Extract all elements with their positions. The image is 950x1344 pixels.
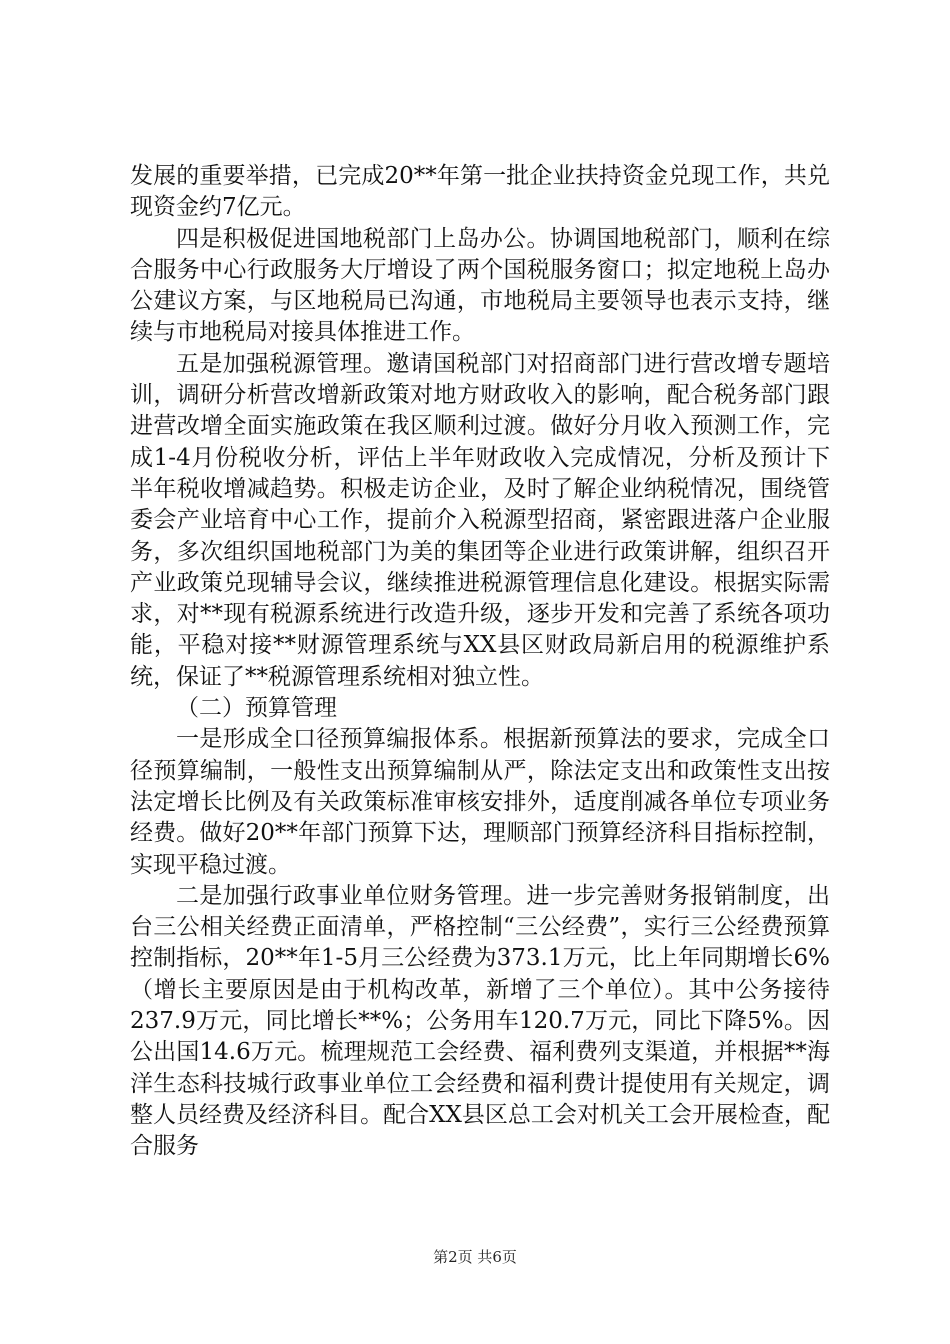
- paragraph-3: 五是加强税源管理。邀请国税部门对招商部门进行营改增专题培训，调研分析营改增新政策对地方财政收入的影响，配合税务部门跟进营改增全面实施政策在我区顺利过渡。做好分月收入预测工作，完成1-4月份税收分析，评估上半年财政收入完成情况，分析及预计下半年税收增减趋势。积极走访企业，及时了解企业纳税情况，围绕管委会产业培育中心工作，提前介入税源型招商，紧密跟进落户企业服务，多次组织国地税部门为美的集团等企业进行政策讲解，组织召开产业政策兑现辅导会议，继续推进税源管理信息化建设。根据实际需求，对**现有税源系统进行改造升级，逐步开发和完善了系统各项功能，平稳对接**财源管理系统与XX县区财政局新启用的税源维护系统，保证了**税源管理系统相对独立性。: [130, 350, 830, 690]
- paragraph-2: 四是积极促进国地税部门上岛办公。协调国地税部门，顺利在综合服务中心行政服务大厅增设了两个国税服务窗口；拟定地税上岛办公建议方案，与区地税局已沟通，市地税局主要领导也表示支持，继续与市地税局对接具体推进工作。: [130, 225, 830, 346]
- paragraph-1: 发展的重要举措，已完成20**年第一批企业扶持资金兑现工作，共兑现资金约7亿元。: [130, 163, 830, 221]
- paragraph-5: 二是加强行政事业单位财务管理。进一步完善财务报销制度，出台三公相关经费正面清单，严格控制“三公经费”，实行三公经费预算控制指标，20**年1-5月三公经费为373.1万元，比上年同期增长6%（增长主要原因是由于机构改革，新增了三个单位）。其中公务接待237.9万元，同比增长**%；公务用车120.7万元，同比下降5%。因公出国14.6万元。梳理规范工会经费、福利费列支渠道，并根据**海洋生态科技城行政事业单位工会经费和福利费计提使用有关规定，调整人员经费及经济科目。配合XX县区总工会对机关工会开展检查，配合服务: [130, 882, 830, 1160]
- page-number-footer: 第2页 共6页: [433, 1248, 517, 1266]
- document-body: [130, 161, 830, 1163]
- section-heading: （二）预算管理: [176, 695, 337, 722]
- paragraph-4: 一是形成全口径预算编报体系。根据新预算法的要求，完成全口径预算编制，一般性支出预算编制从严，除法定支出和政策性支出按法定增长比例及有关政策标准审核安排外，适度削减各单位专项业务经费。做好20**年部门预算下达，理顺部门预算经济科目指标控制，实现平稳过渡。: [130, 726, 830, 878]
